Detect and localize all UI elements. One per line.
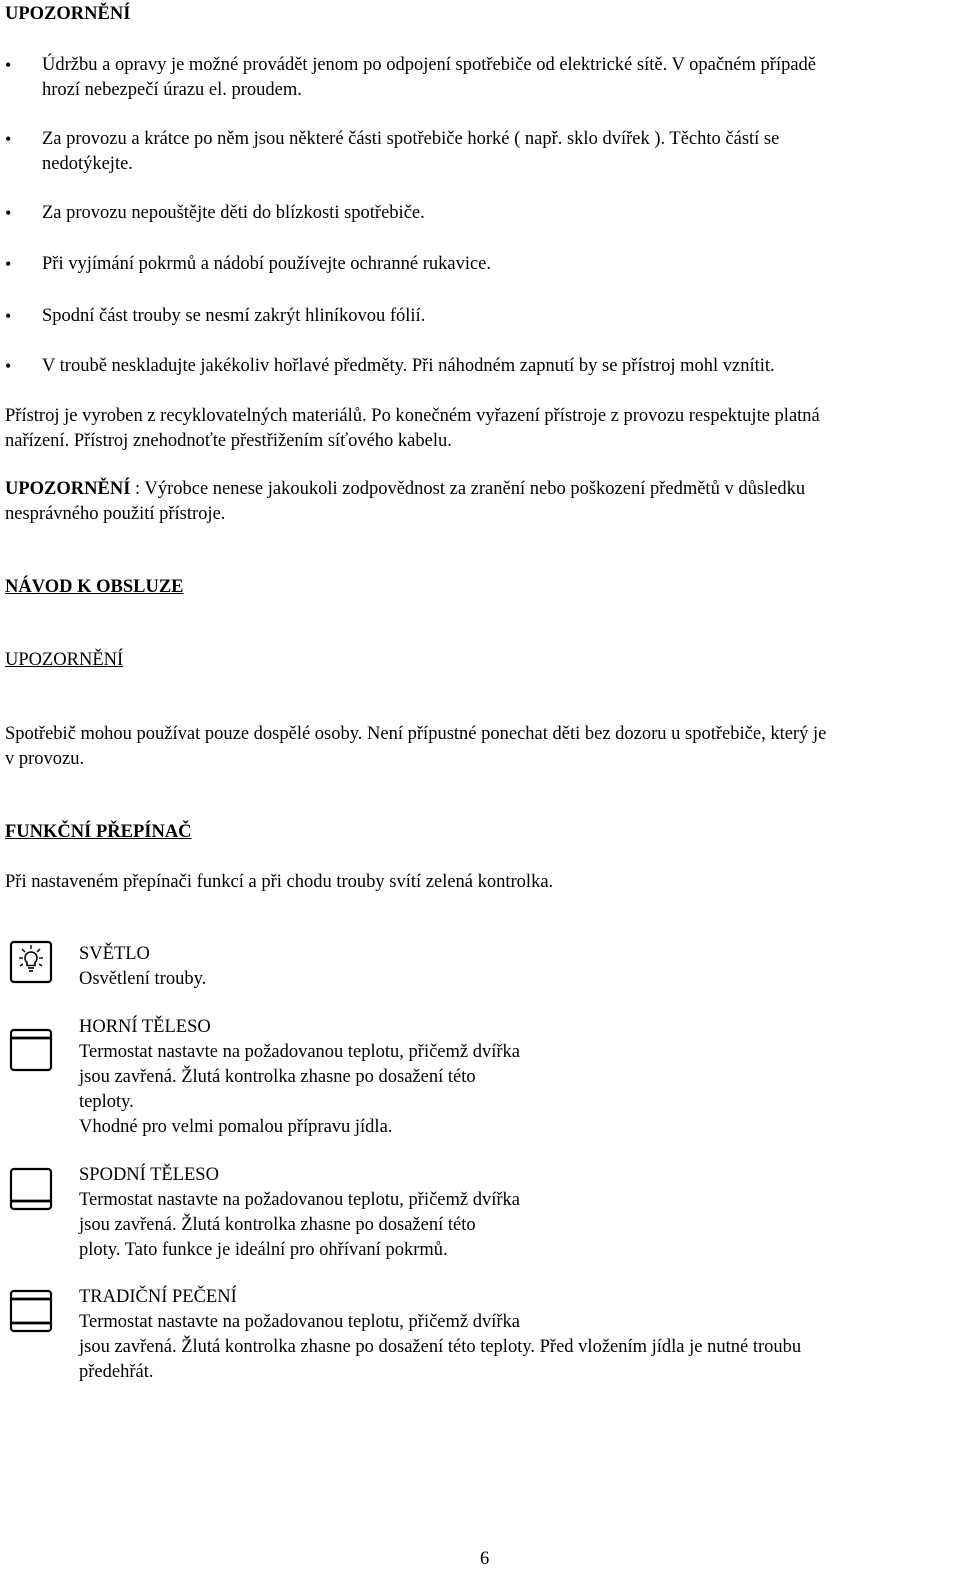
list-item-line: hrozí nebezpečí úrazu el. proudem.	[42, 80, 302, 100]
description-line: teploty.	[79, 1092, 134, 1112]
adults-paragraph	[5, 722, 950, 772]
description-line: Termostat nastavte na požadovanou teplotu, přičemž dvířka	[79, 1312, 521, 1332]
list-item: Spodní část trouby se nesmí zakrýt hliníkovou fólií.	[42, 306, 426, 326]
list-item: Při vyjímání pokrmů a nádobí používejte ochranné rukavice.	[42, 254, 492, 274]
paragraph-line	[5, 477, 950, 502]
description-line: Vhodné pro velmi pomalou přípravu jídla.	[79, 1117, 393, 1137]
list-item-line: nedotýkejte.	[42, 154, 133, 174]
description-line: jsou zavřená. Žlutá kontrolka zhasne po dosažení této	[79, 1215, 476, 1235]
section-heading-manual: NÁVOD K OBSLUZE	[5, 577, 184, 597]
description-line: ploty. Tato funkce je ideální pro ohřívaní pokrmů.	[79, 1240, 448, 1260]
list-item: Za provozu nepouštějte děti do blízkosti spotřebiče.	[42, 203, 425, 223]
bullet-marker: •	[5, 55, 12, 75]
description-line: předehřát.	[79, 1362, 154, 1382]
list-item: V troubě neskladujte jakékoliv hořlavé předměty. Při náhodném zapnutí by se přístroj mohl vznítit.	[42, 356, 775, 376]
paragraph-line: nesprávného použití přístroje.	[5, 504, 226, 524]
light-bulb-icon	[8, 939, 54, 985]
bullet-marker: •	[5, 203, 12, 223]
paragraph-line: v provozu.	[5, 749, 85, 769]
bullet-marker: •	[5, 356, 12, 376]
page-number: 6	[480, 1549, 490, 1569]
list-item	[42, 53, 947, 103]
description-line: jsou zavřená. Žlutá kontrolka zhasne po dosažení této teploty. Před vložením jídla je nutné troubu	[79, 1337, 802, 1357]
bottom-heating-icon	[8, 1166, 54, 1212]
function-title-conventional: TRADIČNÍ PEČENÍ	[79, 1287, 237, 1307]
function-description-light	[79, 967, 949, 992]
conventional-heating-icon	[8, 1288, 54, 1334]
list-item	[42, 127, 947, 177]
bullet-marker: •	[5, 306, 12, 326]
function-title-top: HORNÍ TĚLESO	[79, 1017, 211, 1037]
warning-text: : Výrobce nenese jakoukoli zodpovědnost za zranění nebo poškození předmětů v důsledku	[130, 479, 806, 499]
section-heading-switch: FUNKČNÍ PŘEPÍNAČ	[5, 822, 192, 842]
list-item-line: Údržbu a opravy je možné provádět jenom po odpojení spotřebiče od elektrické sítě. V opačném případě	[42, 55, 817, 75]
function-description-bottom	[79, 1188, 949, 1263]
warning-label: UPOZORNĚNÍ	[5, 479, 131, 499]
paragraph-line: Spotřebič mohou používat pouze dospělé osoby. Není přípustné ponechat děti bez dozoru u spotřebiče, který je	[5, 724, 827, 744]
switch-paragraph: Při nastaveném přepínači funkcí a při chodu trouby svítí zelená kontrolka.	[5, 872, 554, 892]
top-heating-icon	[8, 1027, 54, 1073]
description-line: Osvětlení trouby.	[79, 969, 207, 989]
description-line: jsou zavřená. Žlutá kontrolka zhasne po dosažení této	[79, 1067, 476, 1087]
recycling-paragraph	[5, 404, 950, 454]
paragraph-line: Přístroj je vyroben z recyklovatelných materiálů. Po konečném vyřazení přístroje z provozu respektujte platná	[5, 406, 820, 426]
paragraph-line: nařízení. Přístroj znehodnoťte přestřižením síťového kabelu.	[5, 431, 452, 451]
description-line: Termostat nastavte na požadovanou teplotu, přičemž dvířka	[79, 1042, 521, 1062]
bullet-marker: •	[5, 254, 12, 274]
subheading-warning: UPOZORNĚNÍ	[5, 650, 124, 670]
function-description-conventional	[79, 1310, 949, 1385]
page-title: UPOZORNĚNÍ	[5, 4, 131, 24]
description-line: Termostat nastavte na požadovanou teplotu, přičemž dvířka	[79, 1190, 521, 1210]
list-item-line: Za provozu a krátce po něm jsou některé části spotřebiče horké ( např. sklo dvířek ). Těchto částí se	[42, 129, 780, 149]
liability-paragraph	[5, 477, 950, 527]
function-description-top	[79, 1040, 949, 1140]
function-title-light: SVĚTLO	[79, 944, 150, 964]
function-title-bottom: SPODNÍ TĚLESO	[79, 1165, 219, 1185]
bullet-marker: •	[5, 129, 12, 149]
